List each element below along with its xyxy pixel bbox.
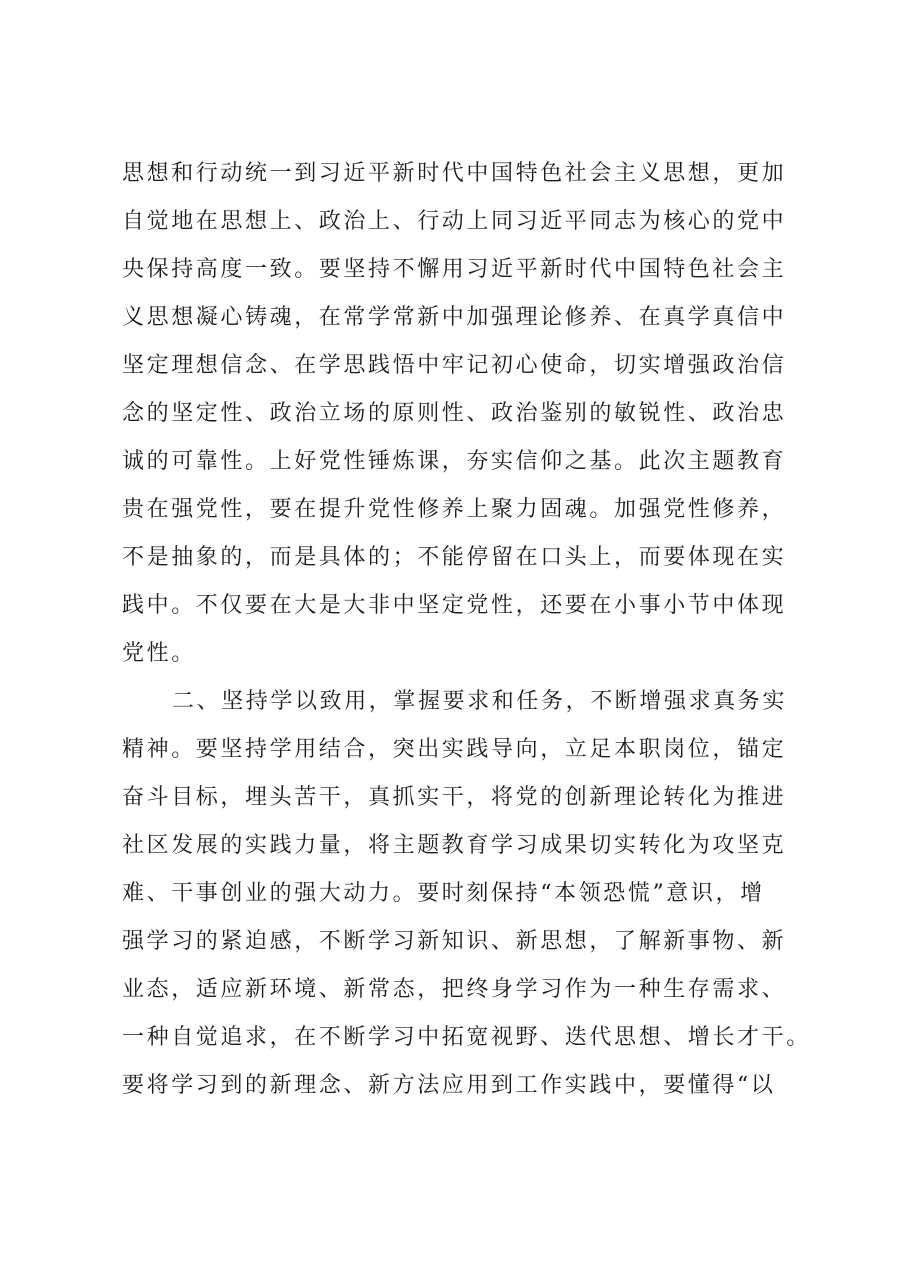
text-line: 强学习的紧迫感，不断学习新知识、新思想，了解新事物、新 <box>122 929 787 954</box>
text-line: 诚的可靠性。上好党性锤炼课，夯实信仰之基。此次主题教育 <box>122 449 787 474</box>
text-line: 党性。 <box>122 641 196 666</box>
text-line: 义思想凝心铸魂，在常学常新中加强理论修养、在真学真信中 <box>122 305 787 330</box>
text-line: 精神。要坚持学用结合，突出实践导向，立足本职岗位，锚定 <box>122 737 787 762</box>
text-line: 自觉地在思想上、政治上、行动上同习近平同志为核心的党中 <box>122 209 787 234</box>
text-line: 要将学习到的新理念、新方法应用到工作实践中，要懂得“以 <box>122 1073 776 1098</box>
text-line: 央保持高度一致。要坚持不懈用习近平新时代中国特色社会主 <box>122 257 787 282</box>
text-line: 念的坚定性、政治立场的原则性、政治鉴别的敏锐性、政治忠 <box>122 401 787 426</box>
text-line: 坚定理想信念、在学思践悟中牢记初心使命，切实增强政治信 <box>122 353 787 378</box>
text-line: 难、干事创业的强大动力。要时刻保持“本领恐慌”意识，增 <box>122 881 765 906</box>
text-line: 一种自觉追求，在不断学习中拓宽视野、迭代思想、增长才干。 <box>122 1025 811 1050</box>
text-line: 不是抽象的，而是具体的；不能停留在口头上，而要体现在实 <box>122 545 787 570</box>
document-body <box>122 150 811 1110</box>
text-line: 贵在强党性，要在提升党性修养上聚力固魂。加强党性修养， <box>122 497 787 522</box>
text-line: 践中。不仅要在大是大非中坚定党性，还要在小事小节中体现 <box>122 593 787 618</box>
section-heading-line: 二、坚持学以致用，掌握要求和任务，不断增强求真务实 <box>172 689 788 714</box>
text-line: 社区发展的实践力量，将主题教育学习成果切实转化为攻坚克 <box>122 833 787 858</box>
text-line: 业态，适应新环境、新常态，把终身学习作为一种生存需求、 <box>122 977 787 1002</box>
text-line: 奋斗目标，埋头苦干，真抓实干，将党的创新理论转化为推进 <box>122 785 787 810</box>
text-line: 思想和行动统一到习近平新时代中国特色社会主义思想，更加 <box>122 161 787 186</box>
